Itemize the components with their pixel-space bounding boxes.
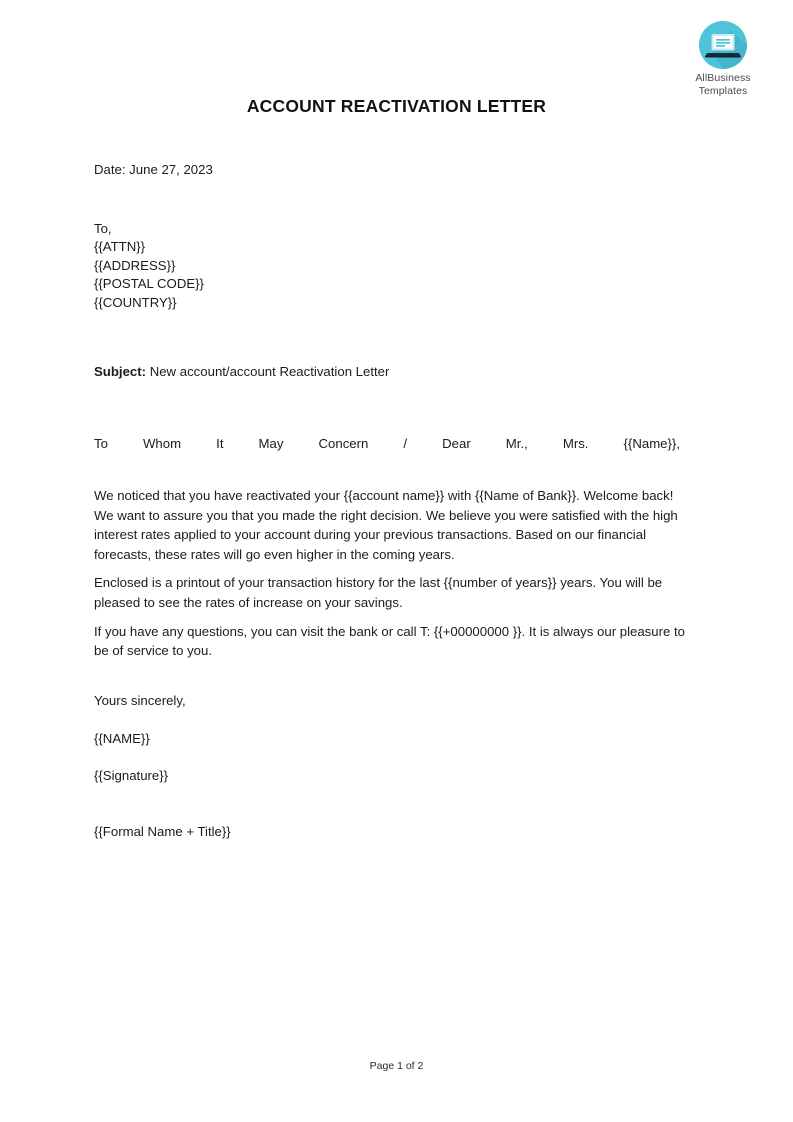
subject-value: New account/account Reactivation Letter (149, 364, 390, 379)
recipient-address-block (94, 220, 204, 312)
address-postal: {{POSTAL CODE}} (94, 276, 204, 292)
sender-name: {{NAME}} (94, 730, 150, 746)
brand-name-line1: AllBusiness (695, 72, 751, 84)
signature-placeholder: {{Signature}} (94, 768, 169, 784)
valediction: Yours sincerely, (94, 693, 186, 708)
page-title: ACCOUNT REACTIVATION LETTER (246, 96, 547, 116)
address-to: To, (94, 221, 112, 236)
brand-name-line2: Templates (698, 84, 748, 97)
address-attn: {{ATTN}} (94, 239, 146, 255)
subject-line (94, 362, 389, 382)
letter-paragraphs (94, 486, 692, 670)
paragraph-1: We noticed that you have reactivated your {{account name}} with {{Name of Bank}}. Welcome back! We want to assure you that you made the right decision. We believe you were satisfied with the high interest rates applied to your account during your previous transactions. Based on our financial forecasts, these rates will go even higher in the coming years. (94, 488, 678, 562)
brand-name (675, 72, 771, 97)
brand-logo (675, 20, 771, 97)
closing-block (94, 691, 494, 841)
page-footer: Page 1 of 2 (369, 1060, 424, 1072)
subject-label: Subject: (94, 364, 147, 379)
date-line: Date: June 27, 2023 (94, 162, 213, 177)
address-street: {{ADDRESS}} (94, 257, 176, 273)
paragraph-2: Enclosed is a printout of your transaction history for the last {{number of years}} years. You will be pleased to see the rates of increase on your savings. (94, 575, 663, 610)
address-country: {{COUNTRY}} (94, 294, 177, 310)
laptop-icon (698, 20, 748, 70)
paragraph-3: If you have any questions, you can visit the bank or call T: {{+00000000 }}. It is always our pleasure to be of service to you. (94, 623, 686, 659)
formal-name-title: {{Formal Name + Title}} (94, 823, 231, 839)
salutation-line: To Whom It May Concern / Dear Mr., Mrs. {{Name}}, (94, 436, 680, 451)
